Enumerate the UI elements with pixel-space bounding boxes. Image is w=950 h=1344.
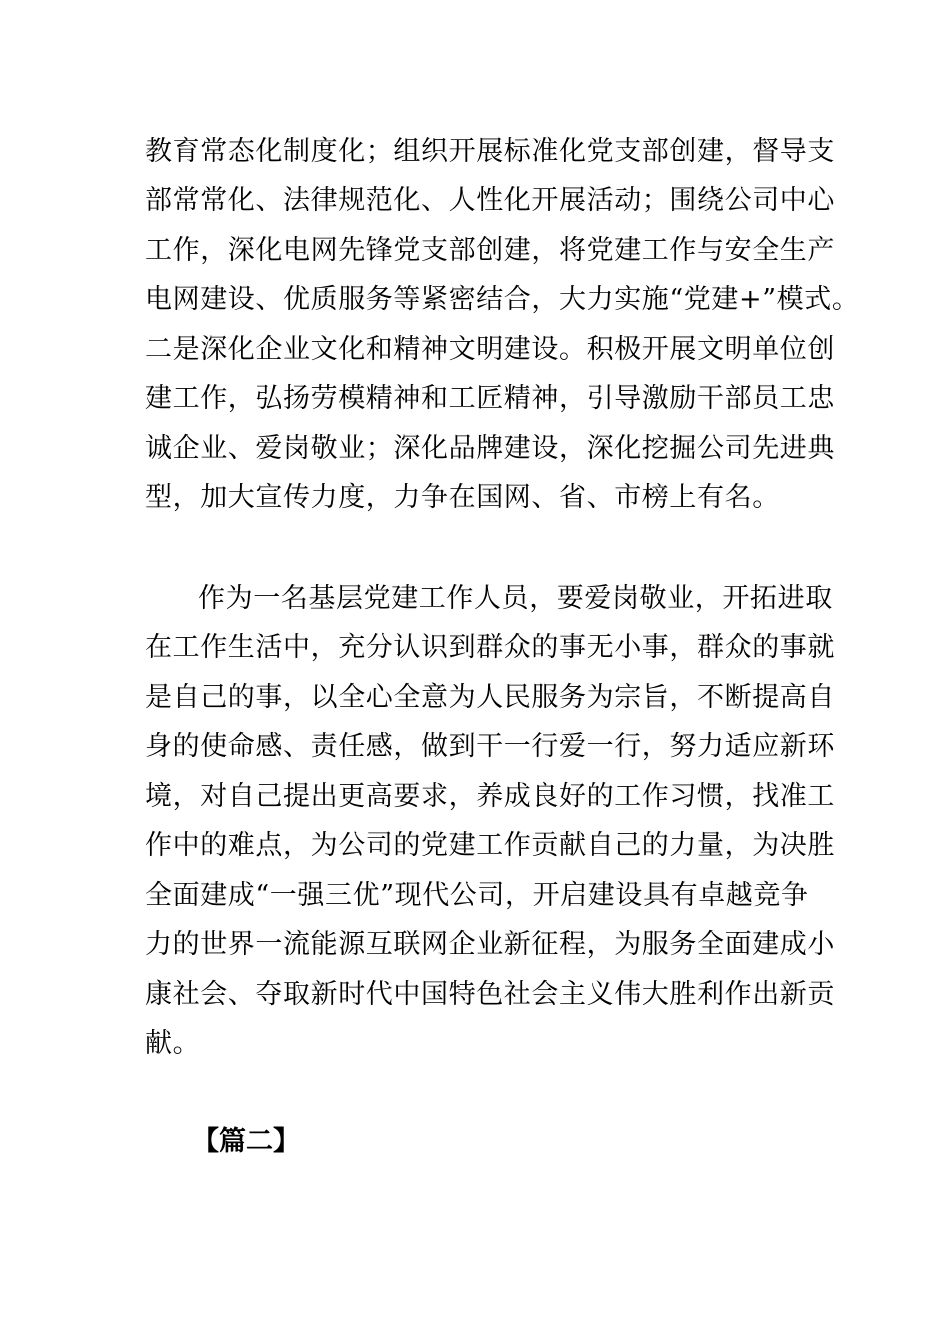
- paragraph1-line: 诚企业、爱岗敬业；深化品牌建设，深化挖掘公司先进典: [145, 433, 835, 464]
- paragraph1-line: 工作，深化电网先锋党支部创建，将党建工作与安全生产: [145, 235, 835, 266]
- paragraph2-line: 全面建成“一强三优”现代公司，开启建设具有卓越竞争: [145, 880, 809, 911]
- paragraph1-line: 部常常化、法律规范化、人性化开展活动；围绕公司中心: [145, 185, 835, 216]
- paragraph2-line: 在工作生活中，充分认识到群众的事无小事，群众的事就: [145, 632, 835, 663]
- paragraph2-line: 康社会、夺取新时代中国特色社会主义伟大胜利作出新贡: [145, 979, 835, 1010]
- paragraph2-line: 作为一名基层党建工作人员，要爱岗敬业，开拓进取: [198, 583, 833, 614]
- paragraph1-line: 建工作，弘扬劳模精神和工匠精神，引导激励干部员工忠: [145, 383, 835, 414]
- paragraph2-line: 献。: [145, 1028, 201, 1059]
- paragraph2-line: 力的世界一流能源互联网企业新征程，为服务全面建成小: [145, 929, 835, 960]
- paragraph2-line: 境，对自己提出更高要求，养成良好的工作习惯，找准工: [145, 781, 835, 812]
- section-heading: 【篇二】: [192, 1126, 300, 1157]
- paragraph1-line: 电网建设、优质服务等紧密结合，大力实施“党建+”模式。: [145, 284, 860, 315]
- paragraph1-line: 教育常态化制度化；组织开展标准化党支部创建，督导支: [145, 136, 835, 167]
- paragraph2-line: 作中的难点，为公司的党建工作贡献自己的力量，为决胜: [145, 830, 835, 861]
- paragraph2-line: 身的使命感、责任感，做到干一行爱一行，努力适应新环: [145, 731, 835, 762]
- paragraph1-line: 型，加大宣传力度，力争在国网、省、市榜上有名。: [145, 482, 780, 513]
- paragraph2-line: 是自己的事，以全心全意为人民服务为宗旨，不断提高自: [145, 682, 835, 713]
- paragraph1-line: 二是深化企业文化和精神文明建设。积极开展文明单位创: [145, 334, 835, 365]
